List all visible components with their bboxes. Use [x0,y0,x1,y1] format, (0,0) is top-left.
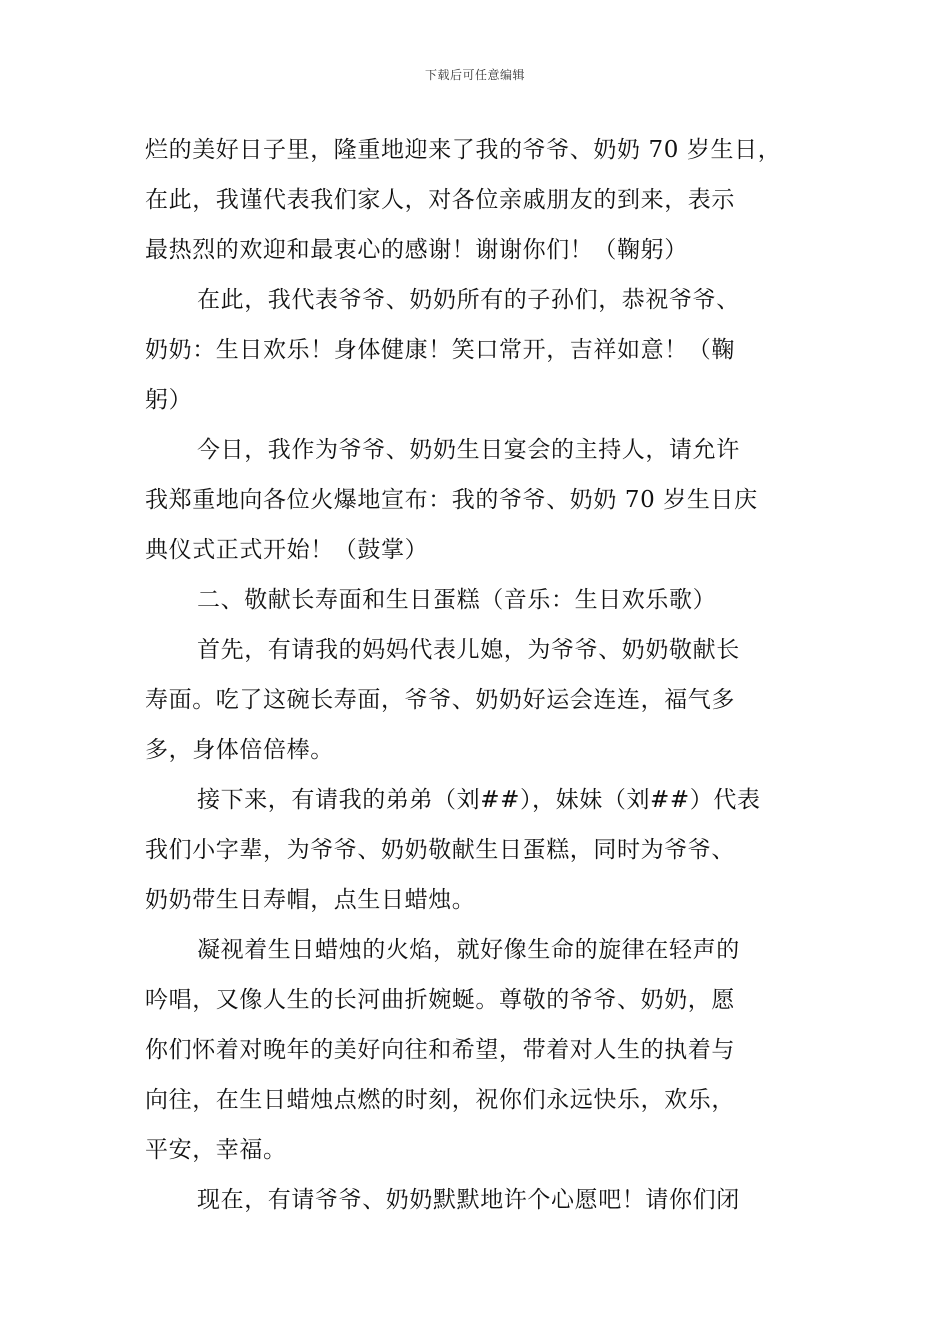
text-line: 吟唱，又像人生的长河曲折婉蜒。尊敬的爷爷、奶奶，愿 [145,987,735,1013]
text-line: 奶奶：生日欢乐！身体健康！笑口常开，吉祥如意！（鞠 [145,337,735,363]
text-line: 最热烈的欢迎和最衷心的感谢！谢谢你们！（鞠躬） [145,237,688,263]
text-line: 现在，有请爷爷、奶奶默默地许个心愿吧！请你们闭 [197,1187,740,1213]
text-line: 凝视着生日蜡烛的火焰，就好像生命的旋律在轻声的 [197,937,740,963]
text-line: 奶奶带生日寿帽，点生日蜡烛。 [145,887,476,913]
text-line: 多，身体倍倍棒。 [145,737,334,763]
text-line: 平安，幸福。 [145,1137,287,1163]
text-line: 今日，我作为爷爷、奶奶生日宴会的主持人，请允许 [197,437,740,463]
page-header: 下载后可任意编辑 [424,68,525,82]
document-body [145,132,810,1232]
text-line: 接下来，有请我的弟弟（刘##），妹妹（刘##）代表 [197,787,761,813]
text-line: 我们小字辈，为爷爷、奶奶敬献生日蛋糕，同时为爷爷、 [145,837,735,863]
text-line: 在此，我代表爷爷、奶奶所有的子孙们，恭祝爷爷、 [197,287,740,313]
text-line: 躬） [145,387,193,413]
text-line: 我郑重地向各位火爆地宣布：我的爷爷、奶奶 70 岁生日庆 [145,487,758,513]
text-line: 典仪式正式开始！（鼓掌） [145,537,429,563]
text-line: 向往，在生日蜡烛点燃的时刻，祝你们永远快乐，欢乐， [145,1087,735,1113]
text-line: 二、敬献长寿面和生日蛋糕（音乐：生日欢乐歌） [197,587,717,613]
text-line: 首先，有请我的妈妈代表儿媳，为爷爷、奶奶敬献长 [197,637,740,663]
text-line: 你们怀着对晚年的美好向往和希望，带着对人生的执着与 [145,1037,735,1063]
text-line: 在此，我谨代表我们家人，对各位亲戚朋友的到来，表示 [145,187,735,213]
text-line: 烂的美好日子里，隆重地迎来了我的爷爷、奶奶 70 岁生日， [145,137,782,163]
text-line: 寿面。吃了这碗长寿面，爷爷、奶奶好运会连连，福气多 [145,687,735,713]
